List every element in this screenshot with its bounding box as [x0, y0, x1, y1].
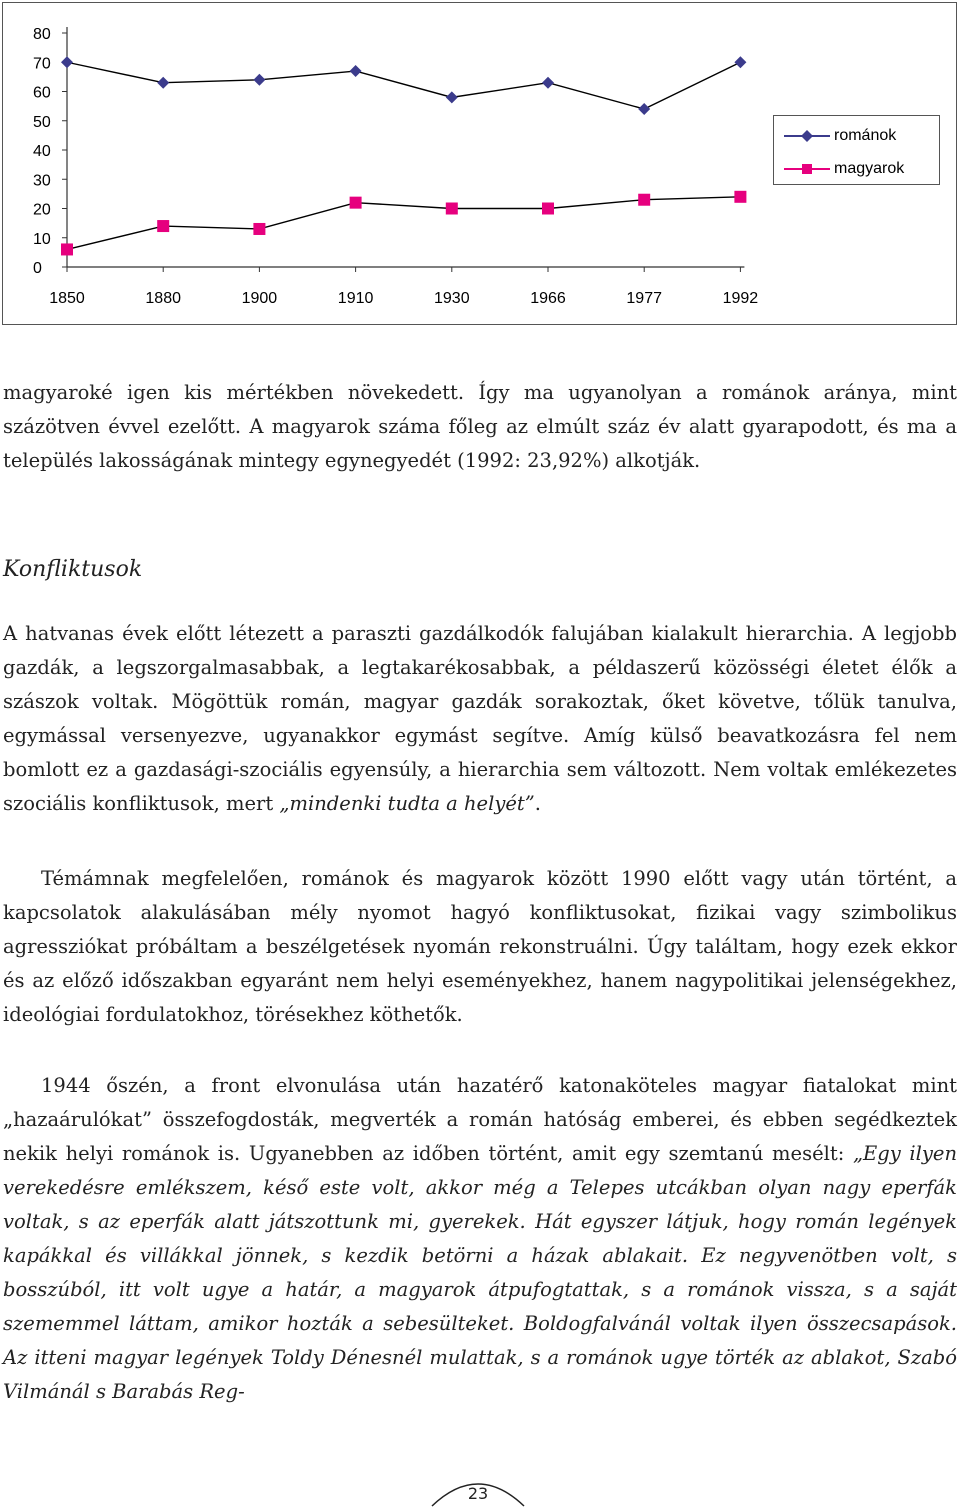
data-point-square [157, 220, 169, 232]
data-point-diamond [350, 65, 362, 77]
legend-label: románok [834, 127, 897, 144]
y-tick-label: 70 [33, 55, 51, 73]
series-line-0 [67, 62, 740, 109]
page-number-badge [430, 1468, 526, 1508]
italic-quote: „mindenki tudta a helyét” [279, 792, 535, 815]
section-heading: Konfliktusok [3, 557, 143, 582]
y-tick-label: 30 [33, 172, 51, 190]
data-point-diamond [61, 56, 73, 68]
data-point-square [446, 203, 458, 215]
legend-item-magyarok [774, 157, 939, 181]
paragraph-1944 [3, 1069, 957, 1409]
data-point-diamond [446, 91, 458, 103]
paragraph-population: magyaroké igen kis mértékben növekedett. Így ma ugyanolyan a románok aránya, mint százötven évvel ezelőtt. A magyarok száma főleg az elmúlt száz év alatt gyarapodott, és ma a település lakosságának mintegy egynegyedét (1992: 23,92%) alkotják. [3, 381, 957, 472]
y-tick-label: 0 [33, 260, 42, 277]
data-point-square [542, 203, 554, 215]
paragraph-text: 1944 őszén, a front elvonulása után hazatérő katonaköteles magyar fiatalokat mint „hazaárulókat” összefogdosták, megverték a román hatóság emberei, és ebben segédkeztek nekik helyi románok is. Ugyanebben az időben történt, amit egy szemtanú mesélt: [3, 1074, 957, 1165]
x-tick-label: 1880 [145, 290, 181, 307]
y-tick-label: 60 [33, 84, 51, 102]
page-number: 23 [467, 1484, 489, 1503]
x-tick-label: 1992 [722, 290, 759, 307]
data-point-square [734, 191, 746, 203]
italic-quote: „Egy ilyen verekedésre emlékszem, késő este volt, akkor még a Telepes utcákban olyan nagy eperfák voltak, s az eperfák alatt játszottunk mi, gyerekek. Hát egyszer látjuk, hogy román legények kapákkal és villákkal jönnek, s kezdik betörni a házak ablakait. Ez negyvenötben volt, s bosszúból, itt volt ugye a határ, a magyarok átpufogtattak, s a románok vissza, s a saját szememmel láttam, amikor hozták a sebesülteket. Boldogfalvánál voltak ilyen összecsapások. Az itteni magyar legények Toldy Dénesnél mulattak, s a románok ugye törték az ablakot, Szabó Vilmánál s Barabás Reg- [3, 1142, 958, 1403]
data-point-diamond [253, 74, 265, 86]
legend-item-romanok [774, 124, 939, 148]
y-tick-label: 10 [33, 230, 51, 248]
y-tick-label: 40 [33, 143, 51, 160]
paragraph-hierarchy [3, 617, 957, 821]
x-tick-label: 1966 [530, 290, 566, 307]
square-marker-icon [782, 159, 832, 179]
x-tick-label: 1900 [241, 290, 278, 307]
data-point-square [253, 223, 265, 235]
chart-frame [2, 2, 957, 325]
data-point-diamond [542, 77, 554, 89]
y-tick-label: 20 [33, 201, 51, 219]
x-tick-label: 1850 [49, 290, 85, 307]
paragraph-text: . [534, 792, 541, 815]
data-point-square [638, 194, 650, 206]
y-tick-label: 80 [33, 26, 51, 43]
data-point-square [350, 197, 362, 209]
paragraph-text: A hatvanas évek előtt létezett a paraszti gazdálkodók falujában kialakult hierarchia. A legjobb gazdák, a legszorgalmasabbak, a legtakarékosabbak, a példaszerű közösségi életet élők a szászok voltak. Mögöttük román, magyar gazdák sorakoztak, őket követve, tőlük tanulva, egymással versenyezve, ugyanakkor egymást segítve. Amíg külső beavatkozásra fel nem bomlott ez a gazdasági-szociális egyensúly, a hierarchia sem változott. Nem voltak emlékezetes szociális konfliktusok, mert [3, 622, 957, 815]
data-point-diamond [157, 77, 169, 89]
x-tick-label: 1977 [626, 290, 662, 307]
diamond-marker-icon [782, 126, 832, 146]
data-point-square [61, 243, 73, 255]
x-tick-label: 1910 [337, 290, 374, 307]
x-tick-label: 1930 [434, 290, 470, 307]
data-point-diamond [638, 103, 650, 115]
data-point-diamond [734, 56, 746, 68]
y-tick-label: 50 [33, 113, 51, 131]
chart-legend [773, 115, 940, 185]
legend-label: magyarok [834, 160, 905, 177]
paragraph-conflicts: Témámnak megfelelően, románok és magyarok között 1990 előtt vagy után történt, a kapcsolatok alakulásában mély nyomot hagyó konfliktusokat, fizikai vagy szimbolikus agressziókat próbáltam a beszélgetések nyomán rekonstruálni. Úgy találtam, hogy ezek ekkor és az előző időszakban egyaránt nem helyi eseményekhez, hanem nagypolitikai jelenségekhez, ideológiai fordulatokhoz, törésekhez köthetők. [3, 867, 957, 1026]
